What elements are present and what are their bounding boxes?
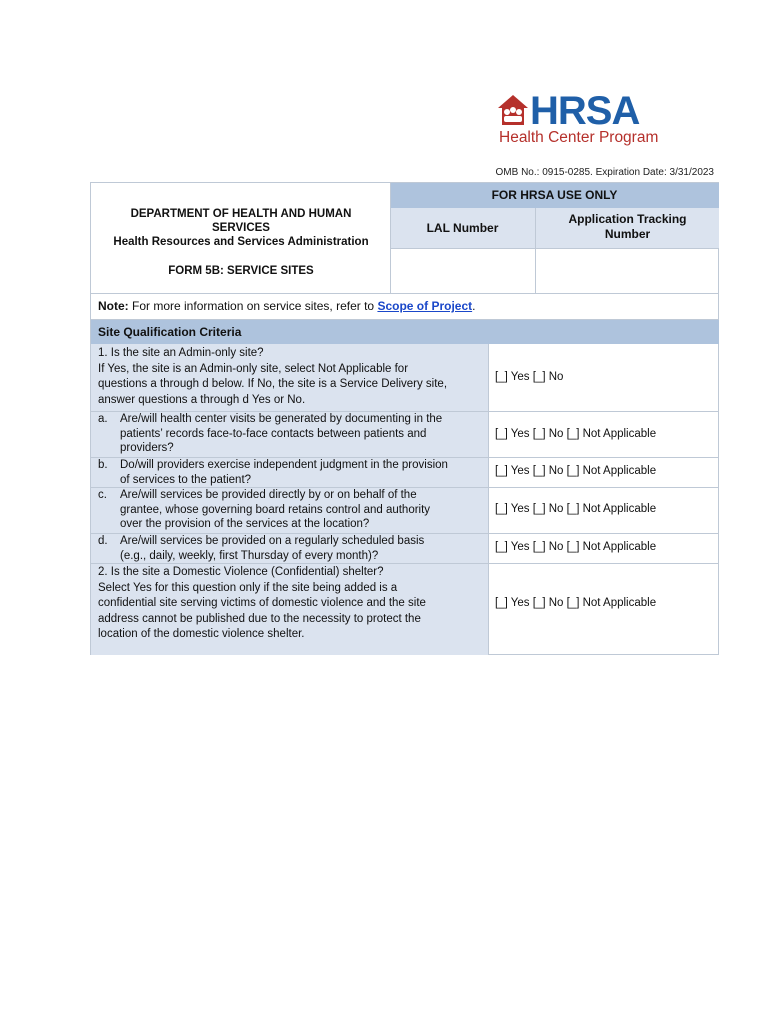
question-2-line-4: address cannot be published due to the necessity to protect the (98, 612, 421, 625)
hrsa-wordmark: HRSA (530, 89, 640, 133)
question-d-answer[interactable]: [_] Yes [_] No [_] Not Applicable (495, 541, 657, 553)
app-tracking-line-2: Number (604, 227, 651, 241)
form-title: FORM 5B: SERVICE SITES (168, 265, 314, 277)
question-a-line-3: providers? (120, 442, 174, 454)
health-center-program-text: Health Center Program (499, 129, 659, 146)
question-1 (98, 346, 488, 408)
question-2-answer[interactable]: [_] Yes [_] No [_] Not Applicable (495, 597, 657, 609)
criteria-band (91, 320, 719, 344)
question-d-line-1: Are/will services be provided on a regularly scheduled basis (120, 535, 425, 547)
lal-number-header: LAL Number (390, 208, 535, 248)
question-1-line-2: If Yes, the site is an Admin-only site, select Not Applicable for (98, 362, 409, 375)
application-tracking-field[interactable] (536, 249, 719, 293)
question-a-line-2: patients’ records face-to-face contacts between patients and (120, 427, 427, 440)
question-2 (98, 565, 488, 643)
question-c-label: c. (98, 489, 107, 501)
hrsa-use-only-header: FOR HRSA USE ONLY (390, 183, 719, 208)
question-c-line-3: over the provision of the services at the location? (120, 518, 370, 530)
question-2-line-3: confidential site serving victims of domestic violence and the site (98, 597, 426, 609)
question-a-line-1: Are/will health center visits be generated by documenting in the (120, 413, 443, 425)
question-b-label: b. (98, 459, 108, 471)
dept-line-2: SERVICES (212, 222, 270, 234)
question-c (98, 488, 486, 533)
question-1-line-4: answer questions a through d Yes or No. (98, 393, 306, 406)
form-5b (90, 182, 719, 655)
question-2-line-5: location of the domestic violence shelter. (98, 628, 305, 640)
question-2-line-2: Select Yes for this question only if the site being added is a (98, 581, 398, 594)
criteria-title: Site Qualification Criteria (98, 325, 242, 339)
question-a (98, 412, 486, 457)
question-1-line-3: questions a through d below. If No, the site is a Service Delivery site, (98, 378, 448, 390)
question-c-line-1: Are/will services be provided directly by or on behalf of the (120, 489, 417, 501)
question-a-label: a. (98, 413, 108, 425)
question-d-label: d. (98, 535, 108, 547)
omb-number: OMB No.: 0915-0285. Expiration Date: 3/31/2023 (495, 167, 714, 178)
note-end: . (472, 299, 476, 313)
note-label: Note: (98, 299, 129, 313)
question-b-line-2: of services to the patient? (120, 473, 252, 486)
note-body: For more information on service sites, refer to (128, 299, 378, 313)
question-d-line-2: (e.g., daily, weekly, first Thursday of every month)? (120, 549, 379, 562)
department-heading (91, 207, 391, 249)
question-c-answer[interactable]: [_] Yes [_] No [_] Not Applicable (495, 503, 657, 515)
hrsa-logo (496, 89, 686, 151)
question-b-line-1: Do/will providers exercise independent judgment in the provision (120, 459, 448, 471)
question-a-answer[interactable]: [_] Yes [_] No [_] Not Applicable (495, 428, 657, 440)
scope-of-project-link[interactable]: Scope of Project (377, 299, 473, 313)
app-tracking-line-1: Application Tracking (568, 212, 687, 226)
application-tracking-header (536, 208, 719, 248)
question-c-line-2: grantee, whose governing board retains control and authority (120, 503, 431, 516)
question-b-answer[interactable]: [_] Yes [_] No [_] Not Applicable (495, 465, 657, 477)
question-d (98, 534, 486, 563)
dept-line-1: DEPARTMENT OF HEALTH AND HUMAN (130, 208, 352, 220)
question-2-line-1: 2. Is the site a Domestic Violence (Confidential) shelter? (98, 566, 384, 578)
health-center-house-icon (496, 93, 530, 127)
question-1-line-1: 1. Is the site an Admin-only site? (98, 347, 264, 359)
lal-number-field[interactable] (390, 249, 535, 293)
note-text (98, 299, 475, 313)
question-1-answer[interactable]: [_] Yes [_] No (495, 371, 564, 383)
question-b (98, 458, 486, 487)
dept-line-3: Health Resources and Services Administration (113, 236, 369, 248)
